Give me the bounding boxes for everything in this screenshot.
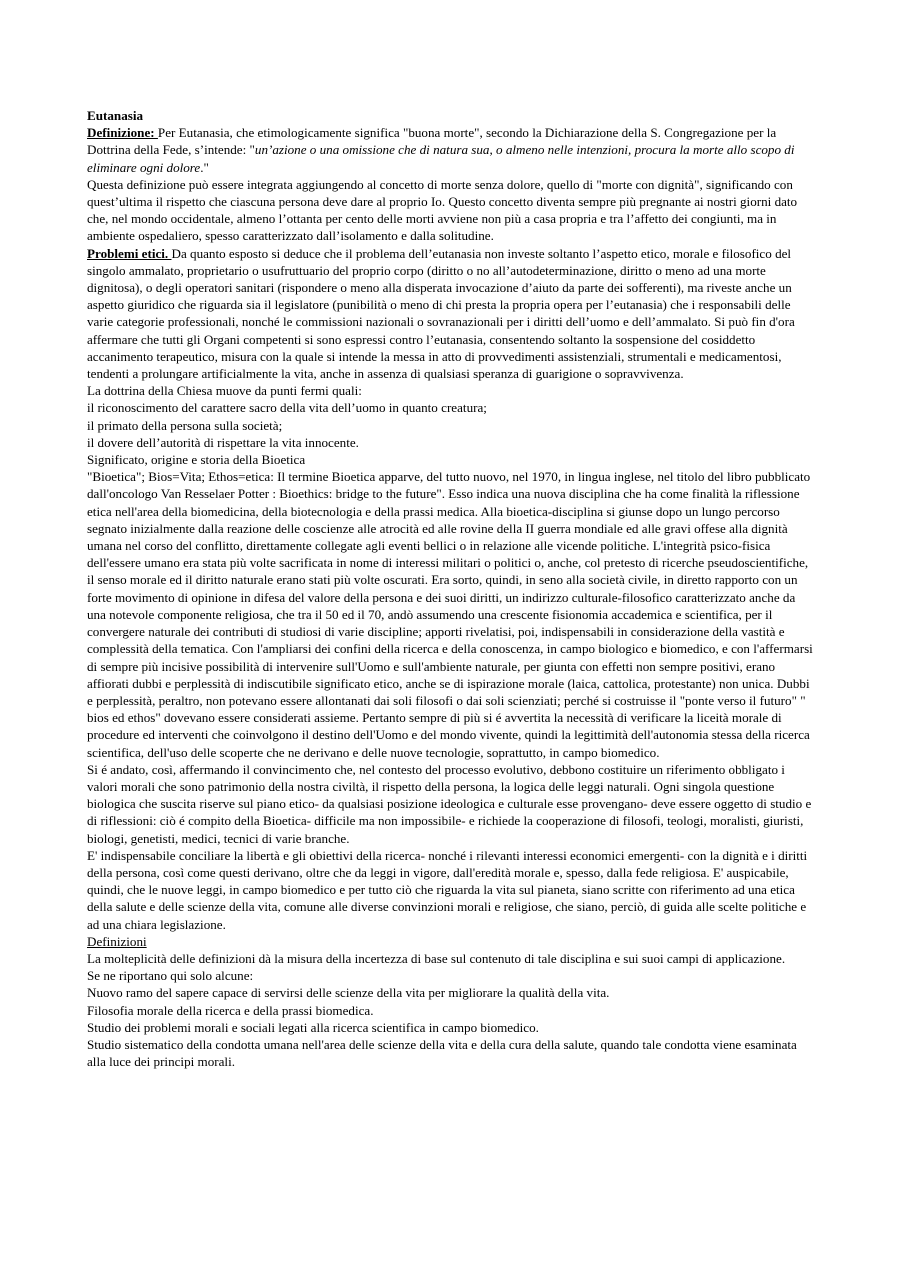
document-page [87,107,817,1070]
problemi-etici-text: Da quanto esposto si deduce che il problema dell’eutanasia non investe soltanto l’aspetto etico, morale e filosofico del singolo ammalato, proprietario o usufruttuario del proprio corpo (diritto o no all’autodeterminazione, diritto o meno ad una morte dignitosa), o degli operatori sanitari (rispondere o meno alla disperata invocazione d’aiuto da parte dei sofferenti), ma riveste anche un aspetto giuridico che riguarda sia il legislatore (punibilità o meno di chi presta la propria opera per l’eutanasia) che i responsabili delle varie categorie professionali, nonché le commissioni nazionali o sovranazionali per i diritti dell’uomo e dell’ammalato. Si può fin d'ora affermare che tutti gli Organi competenti si sono espressi contro l’eutanasia, consentendo soltanto la sospensione del cosiddetto accanimento terapeutico, misura con la quale si intende la messa in atto di provvedimenti assistenziali, strumentali e medicamentosi, tendenti a prolungare artificialmente la vita, anche in assenza di qualsiasi speranza di guarigione o sopravvivenza. [87,245,795,382]
paragraph-conciliare: E' indispensabile conciliare la libertà e gli obiettivi della ricerca- nonché i rilevanti interessi economici emergenti- con la dignità e i diritti della persona, così come questi derivano, oltre che da leggi in vigore, dall'eredità morale e, spesso, dalla fede religiosa. E' auspicabile, quindi, che le nuove leggi, in campo biomedico e per tutto ciò che riguarda la vita sul pianeta, siano scritte con riferimento ad una etica della salute e delle scienze della vita, comune alle diverse convinzioni morali e religiose, che siano, perciò, di guida alle scelte politiche e ad una chiara legislazione. [87,847,808,932]
dottrina-point: il primato della persona sulla società; [87,417,283,433]
definizione-item: Nuovo ramo del sapere capace di servirsi delle scienze della vita per migliorare la qualità della vita. [87,985,610,1001]
definizione-quote: un’azione o una omissione che di natura sua, o almeno nelle intenzioni, procura la morte allo scopo di eliminare ogni dolore [87,142,795,175]
definizione-label: Definizione: [87,125,158,141]
document-title: Eutanasia [87,108,144,123]
paragraph-dottrina-intro: La dottrina della Chiesa muove da punti fermi quali: [87,383,362,399]
definizioni-heading: Definizioni [87,933,147,949]
paragraph-bioetica: "Bioetica"; Bios=Vita; Ethos=etica: Il termine Bioetica apparve, del tutto nuovo, nel 1970, in lingua inglese, nel titolo del libro pubblicato dall'oncologo Van Resselaer Potter : Bioethics: bridge to the future". Esso indica una nuova disciplina che ha come finalità la riflessione etica nell'area della biomedicina, della biotecnologia e della prassi medica. Alla bioetica-disciplina si giunse dopo un lungo percorso segnato inizialmente dalla reazione delle coscienze alle atrocità ed alle rovine della II guerra mondiale ed alle gravi offese alla dignità umana nel corso del conflitto, direttamente collegate agli eventi bellici o in relazione alle vicende politiche. L'integrità psico-fisica dell'essere umano era stata più volte sacrificata in nome di interessi militari o politici o, anche, col pretesto di ricerche pseudoscientifiche, il senso morale ed il diritto naturale erano stati più volte oscurati. Era sorto, quindi, in seno alla società civile, in diretto rapporto con un forte movimento di opinione in difesa del valore della persona e dei suoi diritti, un indirizzo culturale-filosofico caratterizzato anche da una notevole componente religiosa, che tra il 50 ed il 70, andò assumendo una crescente fisionomia accademica e scientifica, per il convergere naturale dei contributi di studiosi di varie discipline; apporti rivelatisi, poi, indispensabili in considerazione della vastità e complessità della tematica. Con l'ampliarsi dei confini della ricerca e della conoscenza, in campo biologico e biomedico, e con l'affermarsi di sempre più incisive possibilità di intervenire sull'Uomo e sull'ambiente naturale, per giunta con effetti non sempre positivi, erano affiorati dubbi e perplessità di indiscutibile significato etico, anche se di ispirazione morale (laica, cattolica, protestante) non unica. Dubbi e perplessità, peraltro, non potevano essere allontanati dai soli filosofi o dai soli scienziati; perché si costruisse il "ponte verso il futuro" " bios ed ethos" dovevano essere considerati assieme. Pertanto sempre di più si é avvertita la necessità di verificare la liceità morale di procedure ed interventi che coinvolgono il destino dell'Uomo e del mondo vivente, quindi la legittimità dell'autonomia stessa della ricerca scientifica, dell'uso delle scoperte che ne derivano e delle nuove tecnologie, soprattutto, in campo biomedico. [87,469,813,760]
definizione-text: Per Eutanasia, che etimologicamente significa "buona morte", secondo la Dichiarazione della S. Congregazione per la Dottrina della Fede, s’intende: " [87,125,777,158]
dottrina-point: il riconoscimento del carattere sacro della vita dell’uomo in quanto creatura; [87,400,487,416]
paragraph-riportano: Se ne riportano qui solo alcune: [87,968,254,984]
paragraph-integrazione: Questa definizione può essere integrata aggiungendo al concetto di morte senza dolore, quello di "morte con dignità", significando con quest’ultima il rispetto che ciascuna persona deve dare al proprio Io. Questo concetto diventa sempre più pregnante ai nostri giorni dato che, nel mondo occidentale, almeno l’ottanta per cento delle morti avviene non più a casa propria e tra l’affetto dei congiunti, ma in ambiente ospedaliero, spesso caratterizzato dall’isolamento e dalla solitudine. [87,176,798,244]
definizione-item: Studio sistematico della condotta umana nell'area delle scienze della vita e della cura della salute, quando tale condotta viene esaminata alla luce dei principi morali. [87,1036,797,1070]
paragraph-molteplicita: La molteplicità delle definizioni dà la misura della incertezza di base sul contenuto di tale disciplina e sui suoi campi di applicazione. [87,950,786,966]
paragraph-definizione [87,124,817,176]
dottrina-point: il dovere dell’autorità di rispettare la vita innocente. [87,434,359,450]
definizione-item: Filosofia morale della ricerca e della prassi biomedica. [87,1002,374,1018]
problemi-etici-label: Problemi etici. [87,245,172,261]
definizione-item: Studio dei problemi morali e sociali legati alla ricerca scientifica in campo biomedico. [87,1019,539,1035]
bioetica-heading: Significato, origine e storia della Bioetica [87,452,306,468]
paragraph-convincimento: Si é andato, così, affermando il convincimento che, nel contesto del processo evolutivo, debbono costituire un riferimento obbligato i valori morali che sono patrimonio della nostra civiltà, il rispetto della persona, la logica delle leggi naturali. Ogni singola questione biologica che suscita riserve sul piano etico- da qualsiasi posizione ideologica e culturale esse provengano- deve essere oggetto di studio e di riflessioni: ciò é compito della Bioetica- difficile ma non impossibile- e richiede la cooperazione di filosofi, teologi, moralisti, giuristi, biologi, genetisti, medici, tecnici di varie branche. [87,761,812,846]
definizione-text-end: ." [200,159,209,175]
paragraph-problemi-etici [87,245,817,383]
